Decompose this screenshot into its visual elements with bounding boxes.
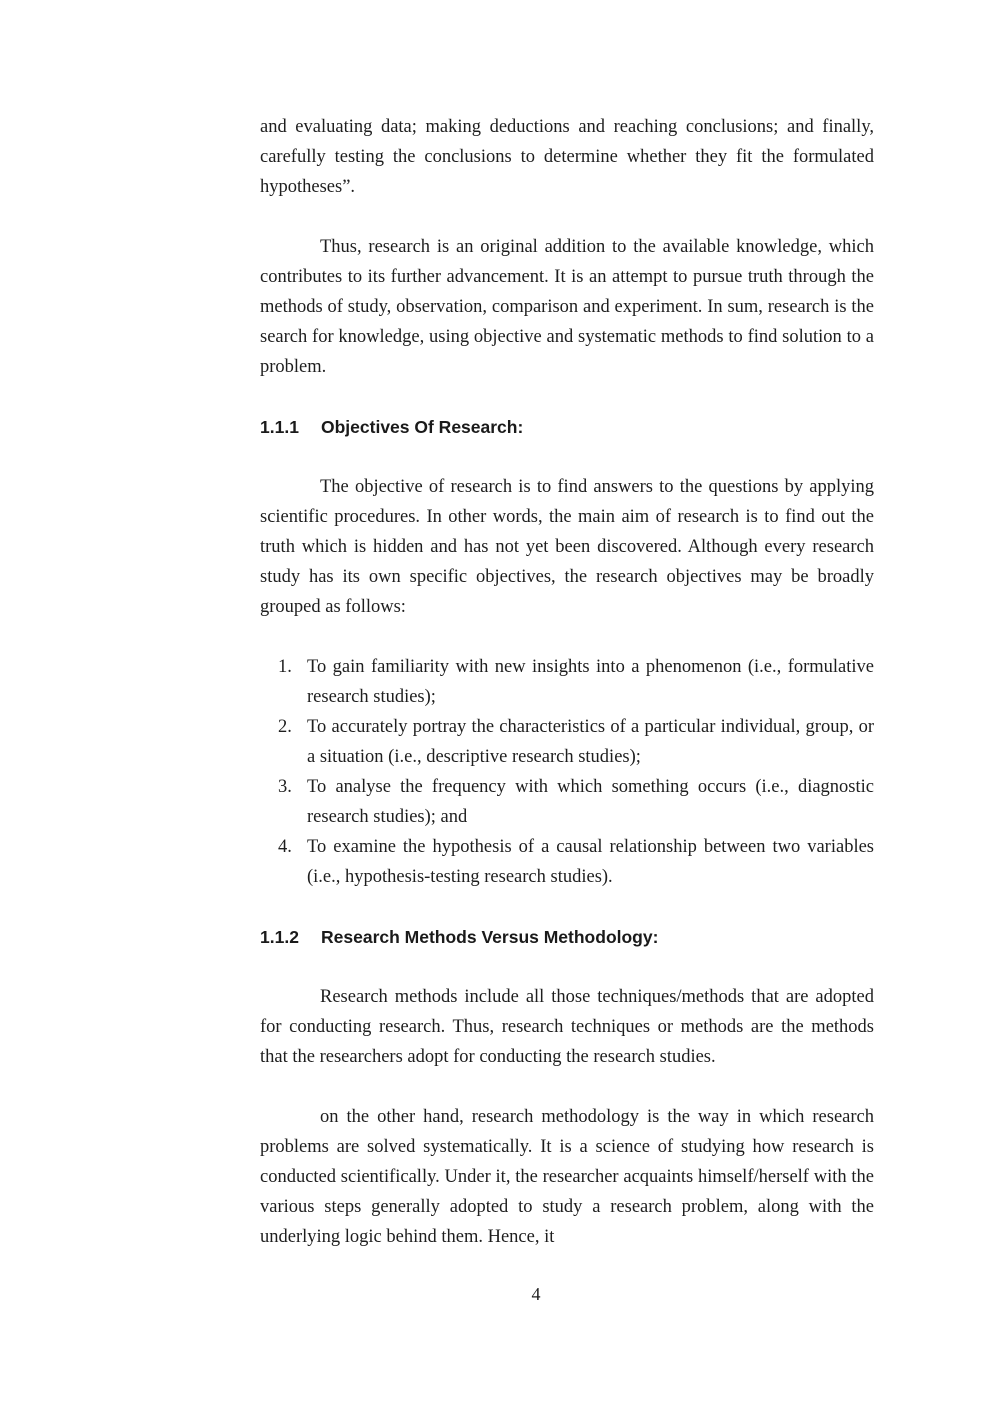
- section-number: 1.1.2: [260, 927, 299, 947]
- list-item-text: To analyse the frequency with which something occurs (i.e., diagnostic research studies); and: [307, 777, 874, 827]
- list-marker: 3.: [278, 777, 292, 797]
- page-body: [260, 112, 874, 1252]
- list-marker: 1.: [278, 657, 292, 677]
- section-heading-methods: [260, 922, 874, 952]
- list-item-text: To examine the hypothesis of a causal relationship between two variables (i.e., hypothesis-testing research studies).: [307, 837, 874, 887]
- list-item: [260, 832, 874, 892]
- thus-paragraph: Thus, research is an original addition to the available knowledge, which contributes to its further advancement. It is an attempt to pursue truth through the methods of study, observation, comparison and experiment. In sum, research is the search for knowledge, using objective and systematic methods to find solution to a problem.: [260, 237, 874, 377]
- list-item-text: To gain familiarity with new insights into a phenomenon (i.e., formulative research studies);: [307, 657, 874, 707]
- list-item: [260, 772, 874, 832]
- section-title: Objectives Of Research:: [321, 417, 524, 437]
- section-title: Research Methods Versus Methodology:: [321, 927, 659, 947]
- list-item: [260, 712, 874, 772]
- objectives-list: [260, 652, 874, 892]
- methodology-paragraph: on the other hand, research methodology is the way in which research problems are solved systematically. It is a science of studying how research is conducted scientifically. Under it, the researcher acquaints himself/herself with the various steps generally adopted to study a research problem, along with the underlying logic behind them. Hence, it: [260, 1107, 874, 1247]
- page-number: 4: [531, 1284, 541, 1304]
- methods-paragraph: Research methods include all those techniques/methods that are adopted for conducting research. Thus, research techniques or methods are the methods that the researchers adopt for conducting the research studies.: [260, 987, 874, 1067]
- objectives-paragraph: The objective of research is to find answers to the questions by applying scientific procedures. In other words, the main aim of research is to find out the truth which is hidden and has not yet been discovered. Although every research study has its own specific objectives, the research objectives may be broadly grouped as follows:: [260, 477, 874, 617]
- list-marker: 2.: [278, 717, 292, 737]
- section-number: 1.1.1: [260, 417, 299, 437]
- list-item: [260, 652, 874, 712]
- list-item-text: To accurately portray the characteristics of a particular individual, group, or a situation (i.e., descriptive research studies);: [307, 717, 874, 767]
- intro-paragraph: and evaluating data; making deductions and reaching conclusions; and finally, carefully testing the conclusions to determine whether they fit the formulated hypotheses”.: [260, 117, 874, 197]
- list-marker: 4.: [278, 837, 292, 857]
- section-heading-objectives: [260, 412, 874, 442]
